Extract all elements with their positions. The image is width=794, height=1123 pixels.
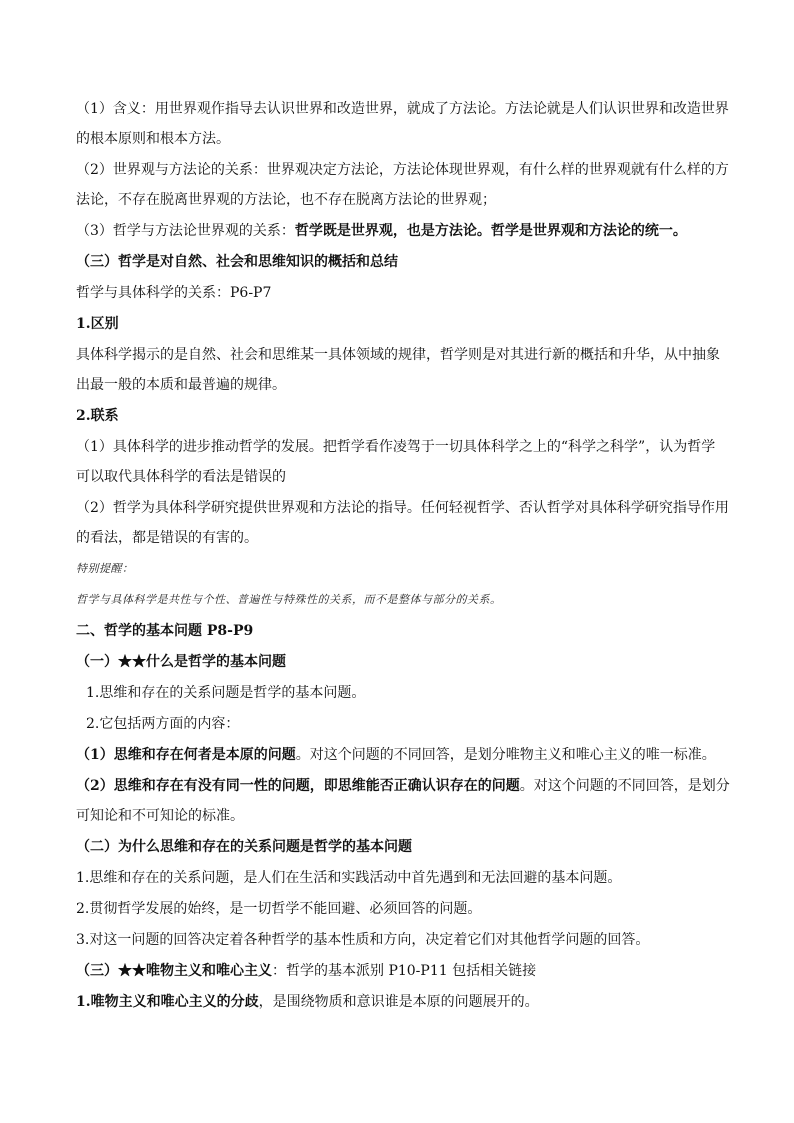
paragraph-difference bbox=[76, 344, 726, 396]
text-line bbox=[76, 744, 726, 766]
text-line bbox=[76, 775, 730, 797]
section-heading-3 bbox=[76, 251, 726, 273]
text-line: 2.它包括两方面的内容： bbox=[86, 716, 240, 732]
subheading-difference bbox=[76, 313, 726, 335]
text-emphasis: 1.唯物主义和唯心主义的分歧 bbox=[76, 994, 259, 1010]
text-line: 法论，不存在脱离世界观的方法论，也不存在脱离方法论的世界观； bbox=[76, 192, 496, 208]
note-text: 哲学与具体科学是共性与个性、普遍性与特殊性的关系，而不是整体与部分的关系。 bbox=[76, 593, 502, 606]
subheading-materialism-idealism bbox=[76, 960, 726, 982]
text-line: 可以取代具体科学的看法是错误的 bbox=[76, 469, 286, 485]
text-line: 的根本原则和根本方法。 bbox=[76, 131, 230, 147]
section-heading-2 bbox=[76, 620, 726, 642]
text-line: 3.对这一问题的回答决定着各种哲学的基本性质和方向，决定着它们对其他哲学问题的回答。 bbox=[76, 932, 650, 948]
heading-text: 1.区别 bbox=[76, 316, 119, 332]
heading-text: 2.联系 bbox=[76, 408, 119, 424]
list-item bbox=[76, 898, 726, 920]
list-item bbox=[76, 713, 726, 735]
subheading-why-basic bbox=[76, 836, 726, 858]
text-line: （2）哲学为具体科学研究提供世界观和方法论的指导。任何轻视哲学、否认哲学对具体科学研究指导作用 bbox=[76, 500, 729, 516]
text-lead: （3）哲学与方法论世界观的关系： bbox=[76, 223, 295, 239]
text-line bbox=[76, 220, 726, 242]
text-line: （2）世界观与方法论的关系：世界观决定方法论，方法论体现世界观，有什么样的世界观就有什么样的方 bbox=[76, 162, 729, 178]
text-line bbox=[76, 991, 726, 1013]
document-page bbox=[76, 98, 730, 1022]
text-line: （1）含义：用世界观作指导去认识世界和改造世界，就成了方法论。方法论就是人们认识世界和改造世界 bbox=[76, 101, 729, 117]
subheading-connection bbox=[76, 405, 726, 427]
heading-text: 二、哲学的基本问题 P8-P9 bbox=[76, 623, 254, 639]
text-rest: ，是围绕物质和意识谁是本原的问题展开的。 bbox=[258, 994, 539, 1010]
text-line: 哲学与具体科学的关系：P6-P7 bbox=[76, 285, 272, 301]
text-line: 1.思维和存在的关系问题，是人们在生活和实践活动中首先遇到和无法回避的基本问题。 bbox=[76, 870, 622, 886]
paragraph-connection-1 bbox=[76, 436, 726, 488]
text-line: （1）具体科学的进步推动哲学的发展。把哲学看作凌驾于一切具体科学之上的“科学之科学”，认为哲学 bbox=[76, 439, 716, 455]
text-line: 可知论和不可知论的标准。 bbox=[76, 808, 244, 824]
paragraph-identity-question bbox=[76, 775, 730, 827]
text-line bbox=[76, 960, 726, 982]
text-line: 的看法，都是错误的有害的。 bbox=[76, 530, 258, 546]
heading-text: （一）★★什么是哲学的基本问题 bbox=[76, 654, 286, 670]
text-emphasis: （三）★★唯物主义和唯心主义 bbox=[76, 963, 272, 979]
text-line: 具体科学揭示的是自然、社会和思维某一具体领域的规律，哲学则是对其进行新的概括和升华，从中抽象 bbox=[76, 347, 720, 363]
tip-label bbox=[76, 558, 726, 580]
note-text: 特别提醒： bbox=[76, 562, 134, 575]
text-line: 1.思维和存在的关系问题是哲学的基本问题。 bbox=[86, 685, 366, 701]
paragraph-divergence bbox=[76, 991, 726, 1013]
list-item bbox=[76, 867, 726, 889]
paragraph-meaning bbox=[76, 98, 729, 150]
heading-text: （二）为什么思维和存在的关系问题是哲学的基本问题 bbox=[76, 839, 412, 855]
text-rest: 。对这个问题的不同回答，是划分 bbox=[519, 778, 730, 794]
paragraph-science-relation bbox=[76, 282, 726, 304]
list-item bbox=[76, 682, 726, 704]
text-emphasis: （1）思维和存在何者是本原的问题 bbox=[76, 747, 296, 763]
text-line: 2.贯彻哲学发展的始终，是一切哲学不能回避、必须回答的问题。 bbox=[76, 901, 482, 917]
paragraph-worldview-methodology bbox=[76, 159, 729, 211]
tip-text bbox=[76, 589, 726, 611]
paragraph-origin-question bbox=[76, 744, 726, 766]
paragraph-philosophy-relation bbox=[76, 220, 726, 242]
text-emphasis: 哲学既是世界观，也是方法论。哲学是世界观和方法论的统一。 bbox=[294, 223, 687, 239]
paragraph-connection-2 bbox=[76, 497, 729, 549]
heading-text: （三）哲学是对自然、社会和思维知识的概括和总结 bbox=[76, 254, 398, 270]
list-item bbox=[76, 929, 726, 951]
text-emphasis: （2）思维和存在有没有同一性的问题，即思维能否正确认识存在的问题 bbox=[76, 778, 520, 794]
text-rest: ：哲学的基本派别 P10-P11 包括相关链接 bbox=[272, 963, 537, 979]
subheading-basic-question bbox=[76, 651, 726, 673]
text-rest: 。对这个问题的不同回答，是划分唯物主义和唯心主义的唯一标准。 bbox=[295, 747, 716, 763]
text-line: 出最一般的本质和最普遍的规律。 bbox=[76, 377, 286, 393]
